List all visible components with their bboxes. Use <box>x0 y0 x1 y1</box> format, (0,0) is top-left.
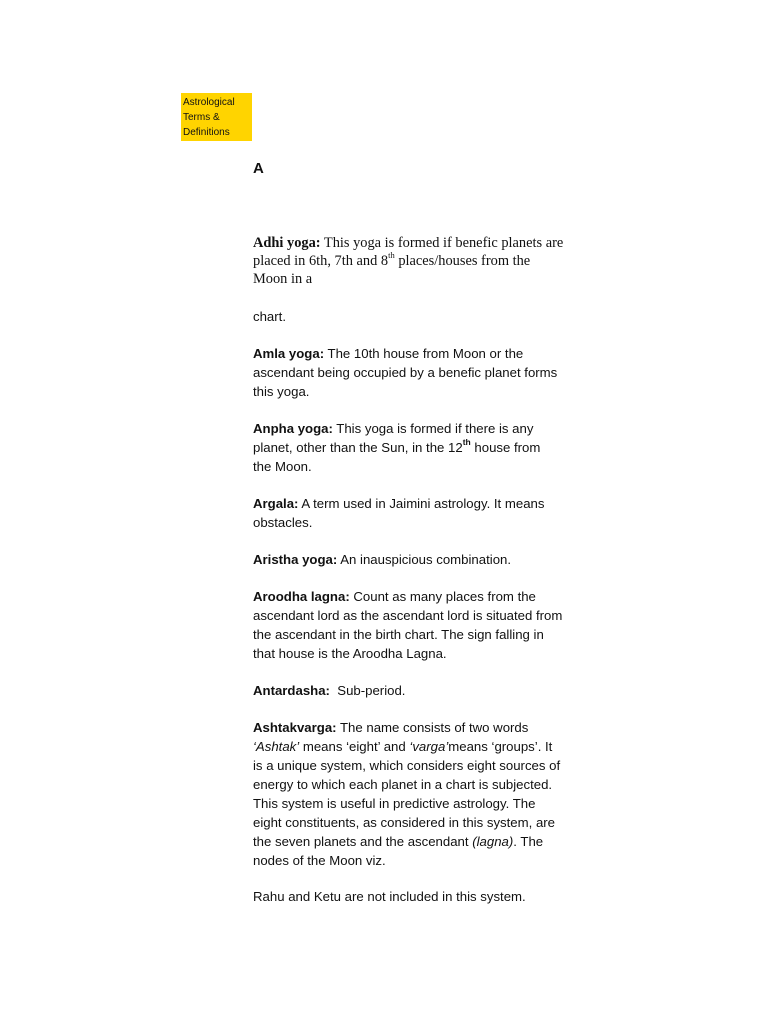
definition-text: Sub-period. <box>329 683 406 698</box>
italic-word: ‘varga’ <box>409 739 449 754</box>
ordinal-suffix: th <box>388 250 395 260</box>
definition-line: energy to which each planet in a chart is subjected. <box>253 777 553 792</box>
definition-ashtakvarga <box>253 718 583 870</box>
term-label: Ashtakvarga: <box>253 720 337 735</box>
term-label: Aroodha lagna: <box>253 589 350 604</box>
definition-line: obstacles. <box>253 515 313 530</box>
definition-text: . The <box>513 834 544 849</box>
definition-text: The name consists of two words <box>336 720 529 735</box>
definition-amla-yoga <box>253 344 583 401</box>
definition-text: An inauspicious combination. <box>337 552 512 567</box>
definition-line: this yoga. <box>253 384 310 399</box>
term-label: Argala: <box>253 496 299 511</box>
definition-text: the seven planets and the ascendant <box>253 834 473 849</box>
category-tag-line: Astrological <box>183 97 235 108</box>
definition-line <box>253 234 583 252</box>
definition-text: This yoga is formed if benefic planets are <box>320 235 564 251</box>
italic-word: ‘Ashtak’ <box>253 739 300 754</box>
definition-line <box>253 252 583 270</box>
definition-text: This yoga is formed if there is any <box>332 421 534 436</box>
definition-line <box>253 550 583 569</box>
category-tag-line: Definitions <box>183 127 230 138</box>
definition-line: ascendant lord as the ascendant lord is situated from <box>253 608 563 623</box>
definition-line <box>253 344 583 363</box>
definition-text: placed in 6th, 7th and 8 <box>253 253 389 269</box>
definition-anpha-yoga <box>253 419 583 476</box>
definition-line: This system is useful in predictive astrology. The <box>253 796 536 811</box>
definition-line <box>253 718 583 737</box>
definition-aristha-yoga <box>253 550 583 569</box>
definition-line: nodes of the Moon viz. <box>253 853 386 868</box>
italic-word: (lagna) <box>472 834 514 849</box>
definition-argala <box>253 494 583 532</box>
definition-adhi-continuation <box>253 307 583 326</box>
definition-line: the ascendant in the birth chart. The sign falling in <box>253 627 544 642</box>
definition-text: Count as many places from the <box>349 589 536 604</box>
term-label: Adhi yoga: <box>253 235 321 251</box>
term-label: Amla yoga: <box>253 346 325 361</box>
term-label: Antardasha: <box>253 683 330 698</box>
definition-line: the Moon. <box>253 459 312 474</box>
category-tag-line: Terms & <box>183 112 220 123</box>
definition-line <box>253 587 583 606</box>
term-label: Aristha yoga: <box>253 552 338 567</box>
definition-line <box>253 737 583 756</box>
definition-text: means ‘eight’ and <box>299 739 410 754</box>
definition-ashtakvarga-continuation <box>253 887 583 906</box>
definition-text: places/houses from the <box>394 253 531 269</box>
definition-line <box>253 681 583 700</box>
definition-antardasha <box>253 681 583 700</box>
definition-line <box>253 419 583 438</box>
ordinal-suffix: th <box>462 437 471 447</box>
definition-line: Rahu and Ketu are not included in this system. <box>253 889 526 904</box>
definition-line: that house is the Aroodha Lagna. <box>253 646 447 661</box>
category-tag <box>181 93 252 141</box>
definition-aroodha-lagna <box>253 587 583 663</box>
definition-text: house from <box>470 440 541 455</box>
definition-line <box>253 832 583 851</box>
definition-line: Moon in a <box>253 271 313 287</box>
definition-text: The 10th house from Moon or the <box>324 346 524 361</box>
term-label: Anpha yoga: <box>253 421 333 436</box>
definition-line <box>253 438 583 457</box>
definition-line: ascendant being occupied by a benefic planet forms <box>253 365 558 380</box>
definition-line: is a unique system, which considers eight sources of <box>253 758 561 773</box>
definition-text: A term used in Jaimini astrology. It means <box>298 496 545 511</box>
definition-text: means ‘groups’. It <box>448 739 553 754</box>
section-letter: A <box>253 160 264 177</box>
definition-text: planet, other than the Sun, in the 12 <box>253 440 463 455</box>
definition-line: eight constituents, as considered in this system, are <box>253 815 555 830</box>
definition-line: chart. <box>253 309 286 324</box>
definition-line <box>253 494 583 513</box>
definition-adhi-yoga <box>253 234 583 288</box>
